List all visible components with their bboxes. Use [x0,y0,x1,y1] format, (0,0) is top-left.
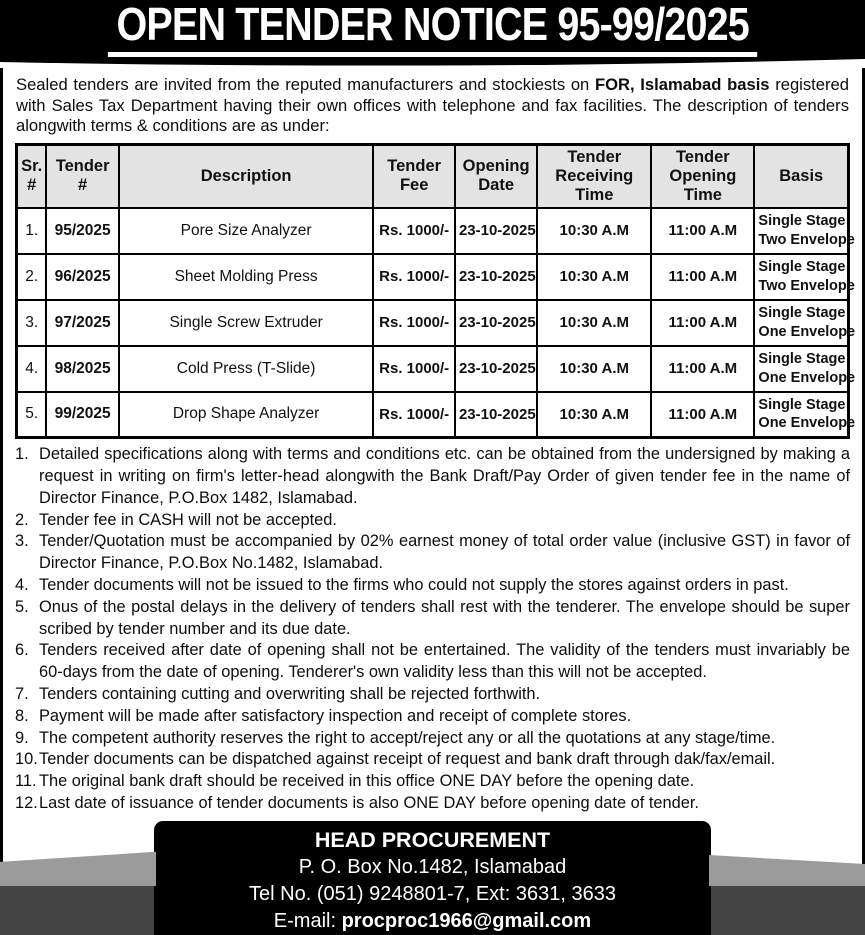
term-item: Tender documents will not be issued to the firms who could not supply the stores against orders in past. [39,575,789,594]
cell-opening-time: 11:00 A.M [651,346,754,392]
tender-table-body [17,208,856,438]
cell-tender-fee: Rs. 1000/- [373,346,455,392]
cell-basis [754,208,855,254]
cell-receiving-time: 10:30 A.M [537,300,651,346]
cell-description: Single Screw Extruder [119,300,374,346]
cell-description: Pore Size Analyzer [119,208,374,254]
cell-opening-time: 11:00 A.M [651,392,754,438]
cell-receiving-time: 10:30 A.M [537,208,651,254]
table-row [17,254,849,300]
column-header: Tender Receiving Time [537,144,651,207]
cell-opening-date: 23-10-2025 [455,346,537,392]
telephone-line: Tel No. (051) 9248801-7, Ext: 3631, 3633 [249,882,616,905]
cell-tender-number: 99/2025 [46,392,118,438]
basis-line-2: Two Envelope [758,277,855,294]
basis-line-1: Single Stage [758,397,846,414]
cell-tender-fee: Rs. 1000/- [373,208,455,254]
cell-tender-number: 96/2025 [46,254,118,300]
term-item: Tenders containing cutting and overwriting shall be rejected forthwith. [39,685,541,704]
basis-line-1: Single Stage [758,305,846,322]
basis-line-2: One Envelope [758,323,856,340]
table-row [17,208,849,254]
cell-receiving-time: 10:30 A.M [537,254,651,300]
header-curve-divider [0,58,865,68]
cell-opening-time: 11:00 A.M [651,208,754,254]
cell-basis [754,300,856,346]
term-item: The competent authority reserves the right to accept/reject any or all the quotations at any stage/time. [39,728,776,747]
column-header: Tender Opening Time [651,144,754,207]
cell-opening-time: 11:00 A.M [651,300,754,346]
email-label: E-mail: [273,909,342,932]
column-header: Tender Fee [373,144,455,207]
term-item: Tenders received after date of opening shall not be entertained. The validity of the tenders must invariably be 60-days from the date of opening. Tenderer's own validity less than this will not be accepted. [39,641,850,682]
cell-serial: 5. [17,392,47,438]
term-item: Payment will be made after satisfactory inspection and receipt of complete stores. [39,706,632,725]
table-row [17,346,849,392]
cell-opening-date: 23-10-2025 [455,300,537,346]
cell-receiving-time: 10:30 A.M [537,392,651,438]
table-row [17,300,849,346]
title-band [0,0,865,58]
column-header: Opening Date [455,144,537,207]
email-address: procproc1966@gmail.com [341,909,592,932]
terms-and-conditions-list [15,444,850,815]
cell-tender-fee: Rs. 1000/- [373,300,455,346]
intro-text-pre: Sealed tenders are invited from the reputed manufacturers and stockiests on [16,75,595,94]
term-item: Detailed specifications along with terms and conditions etc. can be obtained from the undersigned by making a request in writing on firm's letter-head alongwith the Bank Draft/Pay Order of given tender fee in the name of Director Finance, P.O.Box 1482, Islamabad. [39,445,850,507]
basis-line-2: One Envelope [758,415,856,432]
contact-footer-box [154,821,711,935]
cell-serial: 3. [17,300,47,346]
cell-receiving-time: 10:30 A.M [537,346,651,392]
tender-table [15,143,856,439]
cell-opening-date: 23-10-2025 [455,254,537,300]
procurement-heading: HEAD PROCUREMENT [314,827,551,852]
page-title: OPEN TENDER NOTICE 95-99/2025 [108,1,758,57]
cell-description: Drop Shape Analyzer [119,392,374,438]
basis-line-1: Single Stage [758,259,846,276]
cell-tender-number: 97/2025 [46,300,118,346]
email-line [154,908,711,935]
column-header: Description [119,144,374,207]
table-row [17,392,849,438]
cell-basis [754,254,855,300]
cell-basis [754,346,856,392]
basis-line-1: Single Stage [758,213,846,230]
intro-paragraph [16,75,849,137]
column-header: Sr. # [17,144,47,207]
term-item: Onus of the postal delays in the delivery of tenders shall rest with the tenderer. The envelope should be super scribed by tender number and its due date. [39,597,850,638]
cell-tender-fee: Rs. 1000/- [373,392,455,438]
cell-tender-fee: Rs. 1000/- [373,254,455,300]
intro-text-post: registered with Sales Tax Department having their own offices with telephone and fax facilities. The description of tenders alongwith terms & conditions are as under: [16,75,849,136]
cell-description: Cold Press (T-Slide) [119,346,374,392]
basis-line-2: Two Envelope [758,231,855,248]
cell-serial: 2. [17,254,47,300]
term-item: Last date of issuance of tender documents is also ONE DAY before opening date of tender. [39,794,699,813]
tender-table-header-row [17,144,849,207]
content-panel [0,68,865,932]
cell-tender-number: 98/2025 [46,346,118,392]
cell-opening-date: 23-10-2025 [455,392,537,438]
po-box-address: P. O. Box No.1482, Islamabad [298,855,567,878]
column-header: Basis [754,144,848,207]
cell-opening-time: 11:00 A.M [651,254,754,300]
cell-description: Sheet Molding Press [119,254,374,300]
cell-opening-date: 23-10-2025 [455,208,537,254]
term-item: Tender fee in CASH will not be accepted. [39,510,337,529]
term-item: Tender/Quotation must be accompanied by 02% earnest money of total order value (inclusive GST) in favor of Director Finance, P.O.Box No.1482, Islamabad. [39,532,850,573]
term-item: Tender documents can be dispatched against receipt of request and bank draft through dak/fax/email. [39,750,776,769]
intro-text-bold: FOR, Islamabad basis [594,75,770,94]
tender-table-head [17,144,849,207]
term-item: The original bank draft should be received in this office ONE DAY before the opening date. [39,772,695,791]
basis-line-2: One Envelope [758,369,856,386]
cell-tender-number: 95/2025 [46,208,118,254]
cell-serial: 1. [17,208,47,254]
cell-basis [754,392,856,438]
cell-serial: 4. [17,346,47,392]
basis-line-1: Single Stage [758,351,846,368]
column-header: Tender # [46,144,118,207]
